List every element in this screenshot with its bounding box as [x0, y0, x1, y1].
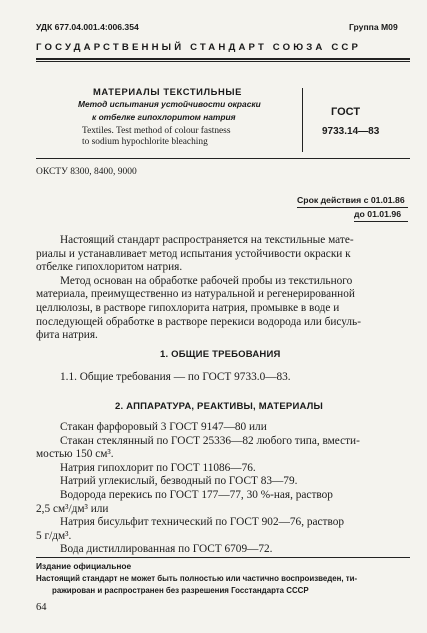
- materials-line: мостью 150 см³.: [36, 448, 114, 461]
- materials-line: Натрия гипохлорит по ГОСТ 11086—76.: [60, 461, 256, 474]
- intro-line: целлюлозы, в растворе гипохлорита натрия, промывке в воде и: [36, 301, 340, 314]
- section-2-heading: 2. АППАРАТУРА, РЕАКТИВЫ, МАТЕРИАЛЫ: [115, 401, 324, 412]
- title-bottom-rule: [36, 158, 410, 159]
- materials-line: Стакан фарфоровый 3 ГОСТ 9147—80 или: [60, 421, 267, 433]
- materials-line: Вода дистиллированная по ГОСТ 6709—72.: [60, 543, 273, 556]
- copyright-notice-1: Настоящий стандарт не может быть полностью или частично воспроизведен, ти-: [36, 574, 358, 583]
- title-en-line2: to sodium hypochlorite bleaching: [82, 137, 208, 147]
- header-rule-thick: [36, 58, 410, 60]
- title-ru-line2: Метод испытания устойчивости окраски: [78, 99, 261, 109]
- footer-rule: [36, 557, 410, 558]
- group-code: Группа М09: [349, 22, 398, 32]
- intro-line: Настоящий стандарт распространяется на текстильные мате-: [60, 234, 354, 246]
- section-1-heading: 1. ОБЩИЕ ТРЕБОВАНИЯ: [160, 349, 281, 360]
- validity-from: Срок действия с 01.01.86: [297, 195, 405, 205]
- intro-line: последующей обработке в растворе перекиси водорода или бисуль-: [36, 315, 361, 328]
- intro-line: фита натрия.: [36, 329, 98, 342]
- header-rule-thin: [36, 61, 410, 62]
- udk-code: УДК 677.04.001.4:006.354: [36, 22, 139, 32]
- materials-line: 2,5 см³/дм³ или: [36, 502, 109, 515]
- materials-line: Натрий углекислый, безводный по ГОСТ 83—79.: [60, 475, 298, 488]
- section-1-text: 1.1. Общие требования — по ГОСТ 9733.0—83.: [60, 371, 291, 383]
- materials-line: Стакан стеклянный по ГОСТ 25336—82 любого типа, вмести-: [60, 434, 360, 447]
- title-ru-line3: к отбелке гипохлоритом натрия: [92, 112, 236, 122]
- validity-underline-1: [297, 207, 408, 208]
- validity-underline-2: [354, 221, 408, 222]
- validity-to: до 01.01.96: [354, 209, 402, 219]
- title-divider: [302, 88, 303, 152]
- intro-line: отбелке гипохлоритом натрия.: [36, 261, 183, 274]
- intro-line: Метод основан на обработке рабочей пробы из текстильного: [60, 274, 353, 287]
- materials-line: Натрия бисульфит технический по ГОСТ 902—76, раствор: [60, 516, 345, 529]
- official-edition: Издание официальное: [36, 561, 132, 571]
- title-ru-main: МАТЕРИАЛЫ ТЕКСТИЛЬНЫЕ: [93, 86, 243, 97]
- page-number: 64: [36, 602, 47, 613]
- materials-line: Водорода перекись по ГОСТ 177—77, 30 %-ная, раствор: [60, 488, 333, 501]
- intro-text: [36, 234, 408, 343]
- copyright-notice-2: ражирован и распространен без разрешения Госстандарта СССР: [52, 586, 309, 595]
- okstu-codes: ОКСТУ 8300, 8400, 9000: [36, 167, 137, 177]
- title-en-line1: Textiles. Test method of colour fastness: [82, 126, 231, 136]
- materials-line: 5 г/дм³.: [36, 529, 72, 542]
- section-2-text: [36, 421, 408, 557]
- intro-line: материала, преимущественно из натуральной и регенерированной: [36, 288, 355, 301]
- gost-label: ГОСТ: [331, 106, 361, 118]
- intro-line: риалы и устанавливает метод испытания устойчивости окраски к: [36, 247, 351, 260]
- organization-title: ГОСУДАРСТВЕННЫЙ СТАНДАРТ СОЮЗА ССР: [36, 42, 362, 53]
- gost-number: 9733.14—83: [322, 126, 380, 137]
